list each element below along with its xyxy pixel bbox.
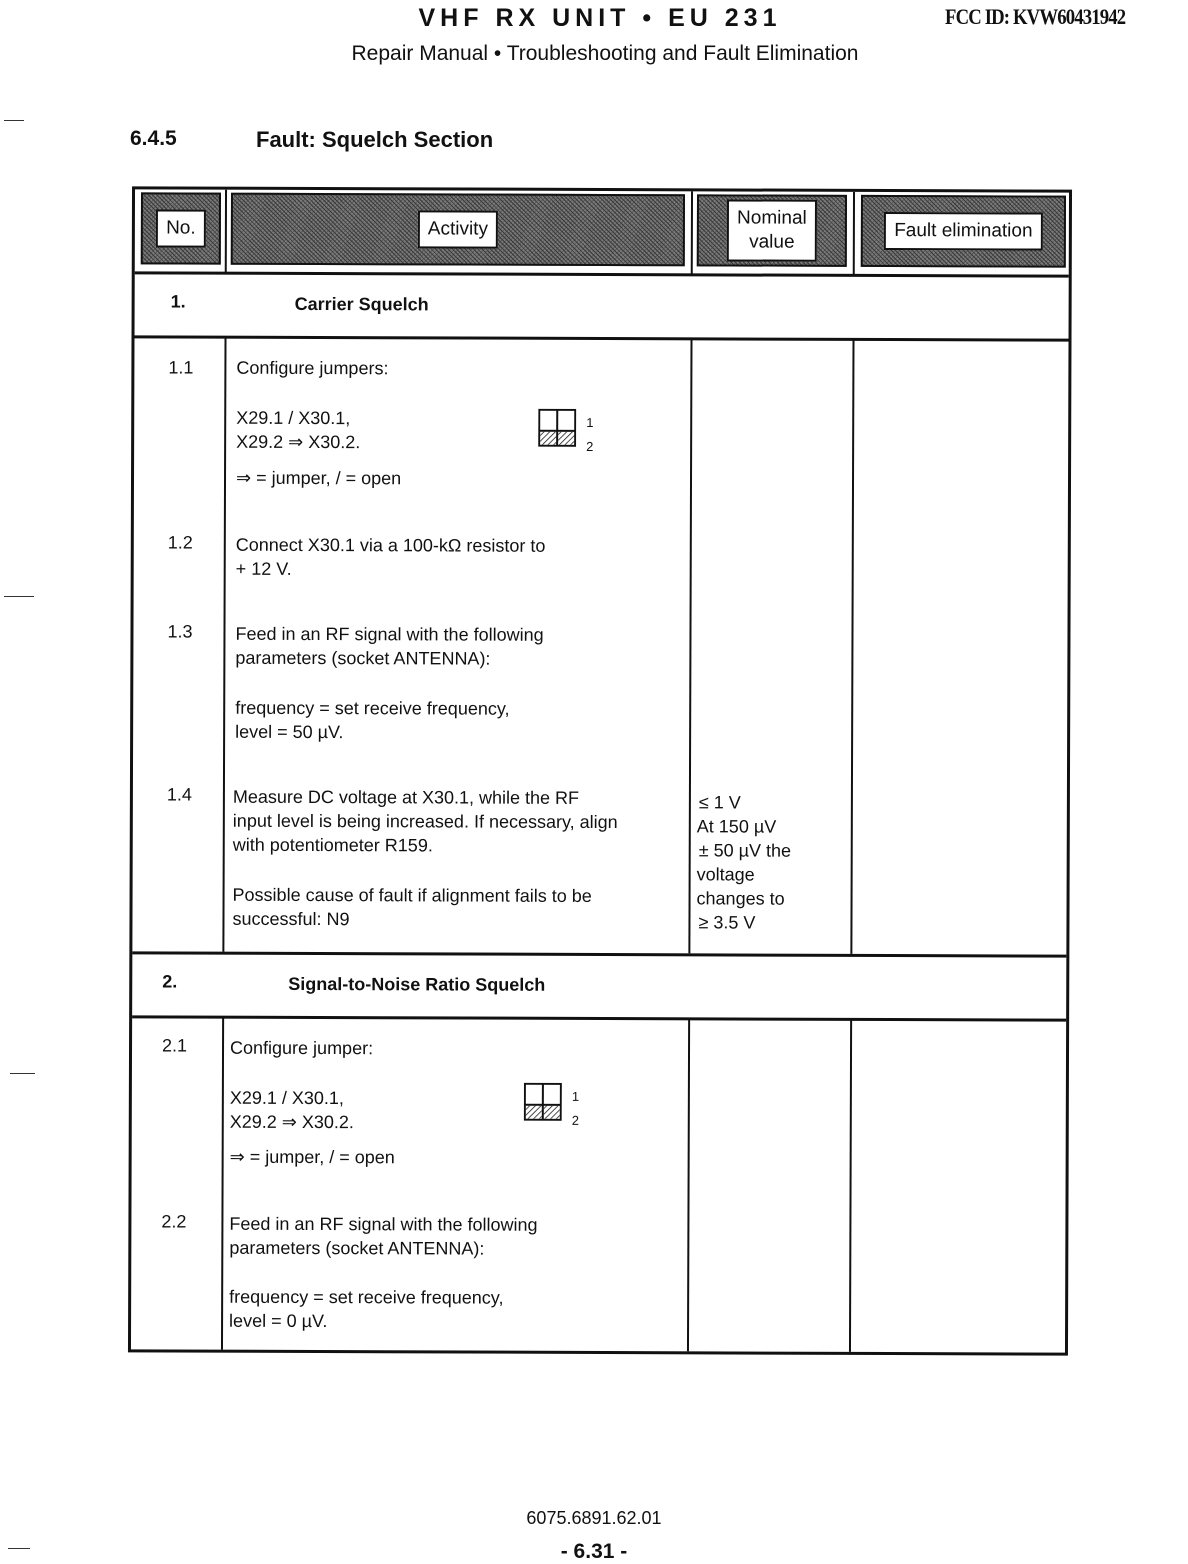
rule-v-no-g2 [221, 1018, 224, 1350]
step-1-2-line: + 12 V. [236, 557, 292, 581]
nominal-value-line: ≤ 1 V [699, 790, 741, 814]
page-header-subtitle: Repair Manual • Troubleshooting and Fault Elimination [230, 42, 980, 66]
step-2-1-line: Configure jumper: [230, 1036, 373, 1060]
nominal-value-line: ≥ 3.5 V [698, 910, 755, 934]
nominal-value-line: voltage [697, 862, 755, 886]
scan-mark [4, 596, 34, 597]
section-title: Fault: Squelch Section [256, 127, 493, 153]
page-number: - 6.31 - [0, 1540, 1188, 1564]
rule-below-group2 [132, 1015, 1066, 1021]
jumper-label-1: 1 [572, 1089, 579, 1104]
step-1-3-line: Feed in an RF signal with the following [235, 622, 543, 647]
document-code: 6075.6891.62.01 [0, 1508, 1188, 1529]
scan-mark [10, 1073, 35, 1074]
step-1-3-line: frequency = set receive frequency, [235, 696, 509, 721]
step-1-4-line: Possible cause of fault if alignment fails to be [233, 883, 592, 908]
rule-above-group2 [132, 951, 1066, 957]
rule-below-group1 [135, 335, 1069, 341]
header-cell-fault [861, 195, 1066, 268]
step-1-1-line: X29.2 ⇒ X30.2. [236, 430, 360, 454]
page-header-title: VHF RX UNIT • EU 231 [300, 4, 900, 33]
step-1-3-number: 1.3 [167, 619, 192, 643]
header-nominal-line1: Nominal [737, 208, 807, 229]
step-1-3-line: parameters (socket ANTENNA): [235, 646, 490, 671]
rule-v-no-header [225, 190, 227, 274]
step-1-2-line: Connect X30.1 via a 100-kΩ resistor to [236, 533, 546, 558]
header-fault: Fault elimination [884, 212, 1042, 250]
rule-v-nominal-g1 [850, 340, 854, 954]
scan-mark [4, 120, 24, 121]
jumper-diagram-icon [524, 1083, 562, 1121]
header-cell-no [141, 192, 221, 264]
jumper-label-2: 2 [586, 439, 593, 454]
step-1-4-line: successful: N9 [232, 907, 349, 931]
step-1-4-line: input level is being increased. If necessary, align [233, 809, 618, 834]
nominal-value-line: At 150 µV [697, 814, 777, 838]
step-1-1-number: 1.1 [168, 355, 193, 379]
step-1-1-line: X29.1 / X30.1, [236, 406, 350, 430]
header-cell-activity [231, 193, 685, 267]
jumper-label-2: 2 [572, 1113, 579, 1128]
step-2-1-number: 2.1 [162, 1033, 187, 1057]
step-1-4-number: 1.4 [167, 782, 192, 806]
step-2-1-line: X29.2 ⇒ X30.2. [230, 1110, 354, 1134]
step-2-2-line: Feed in an RF signal with the following [229, 1212, 537, 1237]
group-2-title: Signal-to-Noise Ratio Squelch [288, 972, 545, 997]
step-2-1-line: X29.1 / X30.1, [230, 1086, 344, 1110]
step-2-2-line: parameters (socket ANTENNA): [229, 1236, 484, 1261]
header-nominal-line2: value [749, 232, 794, 253]
header-cell-nominal [697, 194, 847, 267]
step-1-4-line: with potentiometer R159. [233, 833, 433, 858]
step-1-1-line: ⇒ = jumper, / = open [236, 466, 401, 491]
section-number: 6.4.5 [130, 127, 177, 151]
step-1-1-line: Configure jumpers: [236, 356, 388, 381]
group-1-title: Carrier Squelch [295, 292, 429, 316]
jumper-diagram-icon [538, 409, 576, 447]
jumper-label-1: 1 [586, 415, 593, 430]
step-1-3-line: level = 50 µV. [235, 720, 343, 744]
rule-below-header [135, 271, 1069, 277]
rule-v-activity-g2 [687, 1019, 690, 1351]
rule-v-nominal-header [853, 192, 855, 276]
group-1-number: 1. [171, 289, 186, 313]
fault-table [128, 186, 1072, 1355]
step-2-2-line: level = 0 µV. [229, 1309, 327, 1333]
step-1-2-number: 1.2 [168, 530, 193, 554]
nominal-value-line: changes to [697, 886, 785, 910]
group-2-number: 2. [162, 969, 177, 993]
step-2-1-line: ⇒ = jumper, / = open [230, 1145, 395, 1170]
header-nominal [727, 200, 817, 262]
step-1-4-line: Measure DC voltage at X30.1, while the RF [233, 785, 579, 810]
rule-v-no-g1 [222, 338, 226, 952]
fcc-id: FCC ID: KVW60431942 [945, 4, 1125, 30]
step-2-2-line: frequency = set receive frequency, [229, 1285, 503, 1310]
rule-v-activity-g1 [688, 339, 692, 953]
rule-v-nominal-g2 [849, 1020, 852, 1352]
header-no: No. [156, 210, 206, 248]
step-2-2-number: 2.2 [161, 1209, 186, 1233]
rule-v-activity-header [691, 191, 693, 275]
header-activity: Activity [418, 210, 498, 248]
nominal-value-line: ± 50 µV the [699, 838, 791, 862]
